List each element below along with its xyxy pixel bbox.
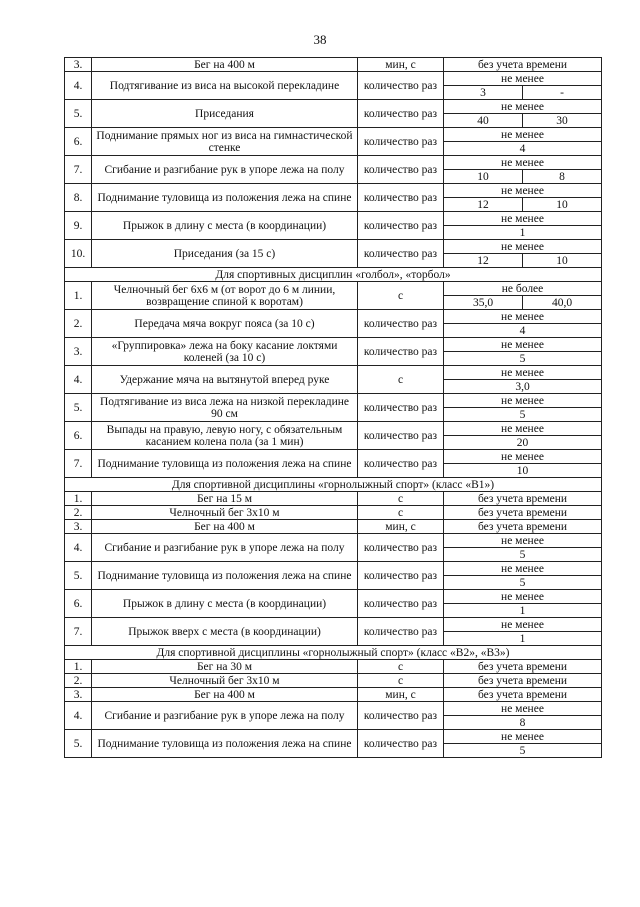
standard-cell bbox=[444, 100, 602, 128]
standard-values bbox=[444, 324, 601, 337]
value: 8 bbox=[519, 716, 526, 729]
exercise-name: Прыжок вверх с места (в координации) bbox=[92, 618, 358, 646]
standard-values bbox=[444, 114, 601, 127]
exercise-name: Передача мяча вокруг пояса (за 10 с) bbox=[92, 310, 358, 338]
section-title: Для спортивных дисциплин «голбол», «торбол» bbox=[65, 268, 602, 282]
standard-values bbox=[444, 380, 601, 393]
exercise-number: 5. bbox=[65, 100, 92, 128]
standard-cell bbox=[444, 310, 602, 338]
standard-values bbox=[444, 464, 601, 477]
standard-values bbox=[444, 576, 601, 589]
exercise-name: Сгибание и разгибание рук в упоре лежа на полу bbox=[92, 156, 358, 184]
table-row bbox=[65, 310, 602, 338]
standard-values bbox=[444, 352, 601, 365]
exercise-number: 5. bbox=[65, 730, 92, 758]
unit-of-measure: количество раз bbox=[358, 156, 444, 184]
unit-of-measure: количество раз bbox=[358, 618, 444, 646]
exercise-number: 9. bbox=[65, 212, 92, 240]
table-row bbox=[65, 520, 602, 534]
standard-values bbox=[444, 744, 601, 757]
table-row bbox=[65, 562, 602, 590]
unit-of-measure: с bbox=[358, 282, 444, 310]
standard-cell bbox=[444, 422, 602, 450]
value-girls: 30 bbox=[522, 114, 601, 127]
unit-of-measure: с bbox=[358, 492, 444, 506]
table-row bbox=[65, 618, 602, 646]
table-row bbox=[65, 506, 602, 520]
standard-cell: без учета времени bbox=[444, 506, 602, 520]
standard-cell bbox=[444, 534, 602, 562]
standard-values bbox=[444, 408, 601, 421]
unit-of-measure: количество раз bbox=[358, 310, 444, 338]
exercise-name: Челночный бег 6х6 м (от ворот до 6 м линии, возвращение спиной к воротам) bbox=[92, 282, 358, 310]
exercise-name: Бег на 30 м bbox=[92, 660, 358, 674]
standard-block bbox=[444, 534, 601, 561]
standard-label: не менее bbox=[444, 240, 601, 254]
value-boys: 3 bbox=[480, 86, 486, 99]
standard-label: не менее bbox=[444, 450, 601, 464]
standard-values bbox=[444, 716, 601, 729]
unit-of-measure: количество раз bbox=[358, 100, 444, 128]
value: 4 bbox=[519, 324, 526, 337]
unit-of-measure: количество раз bbox=[358, 450, 444, 478]
standard-cell: без учета времени bbox=[444, 660, 602, 674]
standard-values bbox=[444, 142, 601, 155]
exercise-number: 3. bbox=[65, 58, 92, 72]
exercise-name: Поднимание туловища из положения лежа на спине bbox=[92, 730, 358, 758]
standard-label: не менее bbox=[444, 730, 601, 744]
exercise-number: 1. bbox=[65, 282, 92, 310]
standard-block bbox=[444, 128, 601, 155]
table-row bbox=[65, 100, 602, 128]
standard-cell bbox=[444, 702, 602, 730]
exercise-number: 6. bbox=[65, 128, 92, 156]
exercise-name: Поднимание туловища из положения лежа на спине bbox=[92, 562, 358, 590]
unit-of-measure: мин, с bbox=[358, 688, 444, 702]
value: 5 bbox=[519, 548, 526, 561]
standard-block bbox=[444, 366, 601, 393]
standard-cell bbox=[444, 618, 602, 646]
exercise-number: 1. bbox=[65, 492, 92, 506]
exercise-name: «Группировка» лежа на боку касание локтями коленей (за 10 с) bbox=[92, 338, 358, 366]
exercise-number: 3. bbox=[65, 688, 92, 702]
exercise-number: 4. bbox=[65, 72, 92, 100]
standard-block bbox=[444, 562, 601, 589]
standard-cell bbox=[444, 156, 602, 184]
standard-values bbox=[444, 436, 601, 449]
standard-label: не менее bbox=[444, 422, 601, 436]
unit-of-measure: количество раз bbox=[358, 184, 444, 212]
standard-block bbox=[444, 422, 601, 449]
unit-of-measure: количество раз bbox=[358, 534, 444, 562]
standard-block bbox=[444, 338, 601, 365]
unit-of-measure: количество раз bbox=[358, 702, 444, 730]
unit-of-measure: с bbox=[358, 674, 444, 688]
unit-of-measure: мин, с bbox=[358, 520, 444, 534]
standard-values bbox=[444, 632, 601, 645]
exercise-number: 10. bbox=[65, 240, 92, 268]
value-girls: 8 bbox=[522, 170, 601, 183]
table-row bbox=[65, 730, 602, 758]
standard-cell: без учета времени bbox=[444, 674, 602, 688]
unit-of-measure: количество раз bbox=[358, 394, 444, 422]
standard-cell: без учета времени bbox=[444, 492, 602, 506]
standard-block bbox=[444, 590, 601, 617]
exercise-name: Приседания bbox=[92, 100, 358, 128]
exercise-name: Прыжок в длину с места (в координации) bbox=[92, 590, 358, 618]
table-row bbox=[65, 422, 602, 450]
standard-block bbox=[444, 156, 601, 183]
norms-table-body bbox=[65, 58, 602, 758]
unit-of-measure: количество раз bbox=[358, 212, 444, 240]
exercise-name: Бег на 400 м bbox=[92, 58, 358, 72]
exercise-name: Сгибание и разгибание рук в упоре лежа на полу bbox=[92, 702, 358, 730]
value-boys: 10 bbox=[477, 170, 489, 183]
standard-cell bbox=[444, 730, 602, 758]
standard-values bbox=[444, 296, 601, 309]
standard-cell bbox=[444, 212, 602, 240]
section-title: Для спортивной дисциплины «горнолыжный спорт» (класс «В2», «В3») bbox=[65, 646, 602, 660]
table-row bbox=[65, 282, 602, 310]
value: 5 bbox=[519, 744, 526, 757]
table-row bbox=[65, 450, 602, 478]
value-boys: 40 bbox=[477, 114, 489, 127]
value: 10 bbox=[516, 464, 529, 477]
exercise-number: 6. bbox=[65, 422, 92, 450]
table-row bbox=[65, 534, 602, 562]
standard-values bbox=[444, 86, 601, 99]
unit-of-measure: количество раз bbox=[358, 240, 444, 268]
standard-block bbox=[444, 100, 601, 127]
table-row bbox=[65, 58, 602, 72]
section-title: Для спортивной дисциплины «горнолыжный спорт» (класс «В1») bbox=[65, 478, 602, 492]
value-boys: 35,0 bbox=[472, 296, 494, 309]
standard-block bbox=[444, 618, 601, 645]
exercise-number: 7. bbox=[65, 450, 92, 478]
standard-block bbox=[444, 730, 601, 757]
standard-block bbox=[444, 450, 601, 477]
exercise-number: 7. bbox=[65, 618, 92, 646]
standard-block bbox=[444, 282, 601, 309]
standard-cell: без учета времени bbox=[444, 688, 602, 702]
table-row bbox=[65, 184, 602, 212]
standard-label: не менее bbox=[444, 366, 601, 380]
table-row bbox=[65, 240, 602, 268]
value: 1 bbox=[519, 604, 526, 617]
exercise-name: Удержание мяча на вытянутой вперед руке bbox=[92, 366, 358, 394]
exercise-name: Бег на 400 м bbox=[92, 520, 358, 534]
standard-values bbox=[444, 254, 601, 267]
value-girls: - bbox=[522, 86, 601, 99]
unit-of-measure: количество раз bbox=[358, 422, 444, 450]
standard-cell bbox=[444, 590, 602, 618]
standard-label: не менее bbox=[444, 590, 601, 604]
table-row bbox=[65, 688, 602, 702]
value: 1 bbox=[519, 226, 526, 239]
value: 3,0 bbox=[515, 380, 530, 393]
exercise-number: 5. bbox=[65, 562, 92, 590]
exercise-number: 6. bbox=[65, 590, 92, 618]
exercise-number: 7. bbox=[65, 156, 92, 184]
standard-cell bbox=[444, 562, 602, 590]
unit-of-measure: мин, с bbox=[358, 58, 444, 72]
standard-label: не менее bbox=[444, 128, 601, 142]
exercise-name: Подтягивание из виса лежа на низкой перекладине 90 см bbox=[92, 394, 358, 422]
exercise-number: 4. bbox=[65, 534, 92, 562]
exercise-name: Приседания (за 15 с) bbox=[92, 240, 358, 268]
standard-cell bbox=[444, 338, 602, 366]
standard-block bbox=[444, 72, 601, 99]
standard-label: не менее bbox=[444, 100, 601, 114]
value-girls: 40,0 bbox=[522, 296, 601, 309]
exercise-name: Челночный бег 3х10 м bbox=[92, 674, 358, 688]
table-row bbox=[65, 394, 602, 422]
table-row bbox=[65, 128, 602, 156]
exercise-name: Бег на 15 м bbox=[92, 492, 358, 506]
standard-label: не менее bbox=[444, 618, 601, 632]
exercise-name: Поднимание прямых ног из виса на гимнастической стенке bbox=[92, 128, 358, 156]
standard-label: не менее bbox=[444, 212, 601, 226]
exercise-number: 2. bbox=[65, 674, 92, 688]
table-row bbox=[65, 72, 602, 100]
standard-label: не менее bbox=[444, 394, 601, 408]
standard-cell bbox=[444, 184, 602, 212]
table-row bbox=[65, 660, 602, 674]
exercise-number: 3. bbox=[65, 338, 92, 366]
unit-of-measure: с bbox=[358, 506, 444, 520]
standard-cell bbox=[444, 128, 602, 156]
standard-cell bbox=[444, 72, 602, 100]
standard-label: не менее bbox=[444, 562, 601, 576]
standard-cell: без учета времени bbox=[444, 520, 602, 534]
exercise-name: Выпады на правую, левую ногу, с обязательным касанием колена пола (за 1 мин) bbox=[92, 422, 358, 450]
table-row bbox=[65, 492, 602, 506]
exercise-number: 5. bbox=[65, 394, 92, 422]
standard-cell bbox=[444, 366, 602, 394]
value: 1 bbox=[519, 632, 526, 645]
unit-of-measure: количество раз bbox=[358, 338, 444, 366]
table-row bbox=[65, 338, 602, 366]
standard-cell bbox=[444, 282, 602, 310]
exercise-number: 2. bbox=[65, 310, 92, 338]
value: 5 bbox=[519, 352, 526, 365]
unit-of-measure: количество раз bbox=[358, 72, 444, 100]
exercise-name: Сгибание и разгибание рук в упоре лежа на полу bbox=[92, 534, 358, 562]
unit-of-measure: с bbox=[358, 366, 444, 394]
standard-block bbox=[444, 310, 601, 337]
unit-of-measure: количество раз bbox=[358, 562, 444, 590]
exercise-name: Прыжок в длину с места (в координации) bbox=[92, 212, 358, 240]
standard-values bbox=[444, 198, 601, 211]
section-header-row bbox=[65, 268, 602, 282]
table-row bbox=[65, 156, 602, 184]
exercise-name: Поднимание туловища из положения лежа на спине bbox=[92, 450, 358, 478]
standard-block bbox=[444, 212, 601, 239]
standard-values bbox=[444, 604, 601, 617]
value: 5 bbox=[519, 576, 526, 589]
standard-label: не менее bbox=[444, 72, 601, 86]
unit-of-measure: количество раз bbox=[358, 730, 444, 758]
table-row bbox=[65, 366, 602, 394]
value: 4 bbox=[519, 142, 526, 155]
value-girls: 10 bbox=[522, 254, 601, 267]
norms-table bbox=[64, 57, 602, 758]
unit-of-measure: с bbox=[358, 660, 444, 674]
exercise-number: 4. bbox=[65, 702, 92, 730]
unit-of-measure: количество раз bbox=[358, 590, 444, 618]
standard-values bbox=[444, 548, 601, 561]
standard-block bbox=[444, 240, 601, 267]
standard-label: не менее bbox=[444, 338, 601, 352]
standard-cell: без учета времени bbox=[444, 58, 602, 72]
value-boys: 12 bbox=[477, 198, 489, 211]
unit-of-measure: количество раз bbox=[358, 128, 444, 156]
section-header-row bbox=[65, 478, 602, 492]
table-row bbox=[65, 674, 602, 688]
exercise-number: 2. bbox=[65, 506, 92, 520]
exercise-number: 3. bbox=[65, 520, 92, 534]
standard-label: не менее bbox=[444, 702, 601, 716]
standard-block bbox=[444, 702, 601, 729]
standard-label: не менее bbox=[444, 156, 601, 170]
exercise-name: Подтягивание из виса на высокой перекладине bbox=[92, 72, 358, 100]
standard-cell bbox=[444, 450, 602, 478]
table-row bbox=[65, 702, 602, 730]
page-number: 38 bbox=[313, 32, 327, 47]
section-header-row bbox=[65, 646, 602, 660]
standard-block bbox=[444, 394, 601, 421]
exercise-name: Поднимание туловища из положения лежа на спине bbox=[92, 184, 358, 212]
standard-label: не менее bbox=[444, 184, 601, 198]
value-girls: 10 bbox=[522, 198, 601, 211]
value: 5 bbox=[519, 408, 526, 421]
table-row bbox=[65, 212, 602, 240]
exercise-number: 4. bbox=[65, 366, 92, 394]
standard-cell bbox=[444, 394, 602, 422]
standard-label: не менее bbox=[444, 310, 601, 324]
standard-cell bbox=[444, 240, 602, 268]
exercise-name: Челночный бег 3х10 м bbox=[92, 506, 358, 520]
standard-label: не более bbox=[444, 282, 601, 296]
exercise-number: 1. bbox=[65, 660, 92, 674]
table-row bbox=[65, 590, 602, 618]
exercise-number: 8. bbox=[65, 184, 92, 212]
exercise-name: Бег на 400 м bbox=[92, 688, 358, 702]
standard-block bbox=[444, 184, 601, 211]
value: 20 bbox=[516, 436, 529, 449]
standard-label: не менее bbox=[444, 534, 601, 548]
standard-values bbox=[444, 170, 601, 183]
value-boys: 12 bbox=[477, 254, 489, 267]
standard-values bbox=[444, 226, 601, 239]
